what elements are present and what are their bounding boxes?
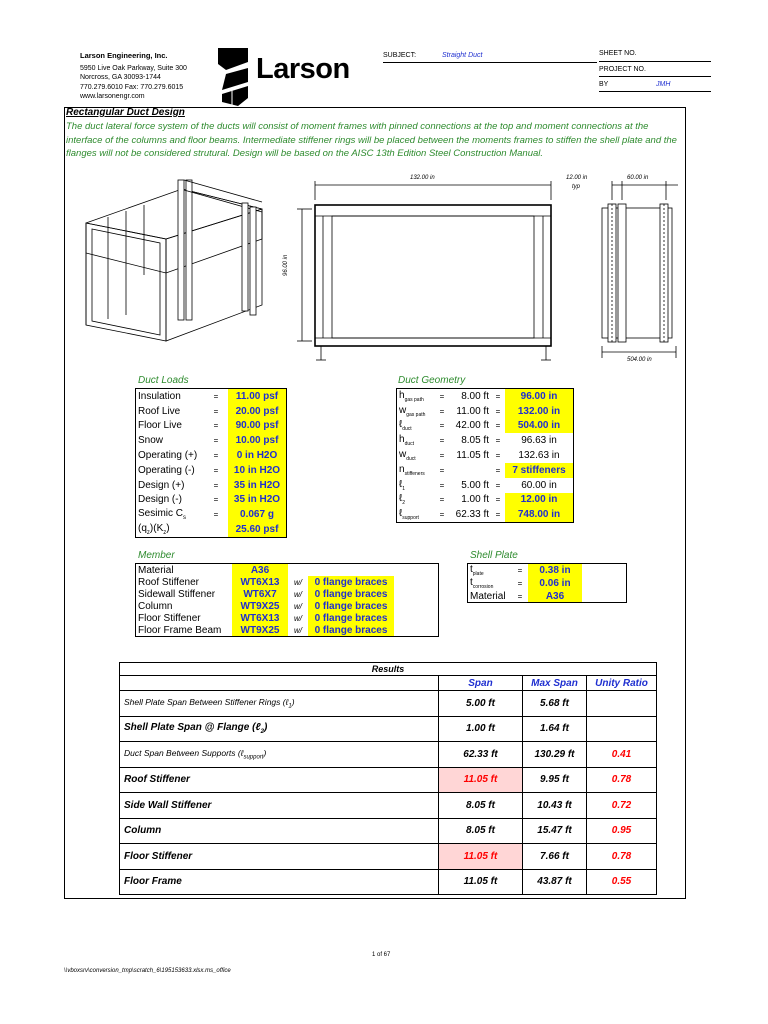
company-web: www.larsonengr.com: [80, 93, 145, 100]
results-row: [120, 767, 657, 793]
load-label: (q: [138, 523, 147, 535]
load-label: Roof Live: [138, 405, 181, 417]
geometry-symbol-sub: duct: [406, 456, 416, 463]
load-label: Snow: [138, 435, 164, 447]
geometry-symbol-sub: 2: [402, 500, 406, 507]
member-label: Sidewall Stiffener: [138, 588, 216, 600]
load-eq: =: [213, 480, 219, 490]
result-span: 8.05 ft: [466, 825, 495, 837]
geometry-eq: =: [439, 436, 445, 446]
result-span: 11.05 ft: [463, 850, 498, 862]
company-address-2: Norcross, GA 30093-1744: [80, 74, 161, 81]
geometry-value-ft: 1.00 ft: [461, 494, 489, 506]
sheet-underline: [599, 61, 711, 62]
geometry-symbol: h: [399, 434, 405, 446]
member-row: [136, 612, 439, 624]
load-eq: =: [213, 510, 219, 520]
result-label-tail: ): [263, 747, 267, 758]
col-span-header: Span: [439, 676, 523, 691]
geometry-eq: =: [495, 510, 501, 520]
subject-label: SUBJECT:: [383, 52, 417, 59]
load-row: [136, 463, 287, 478]
load-label-part: )(K: [149, 523, 164, 535]
geometry-symbol-sub: support: [402, 515, 419, 522]
company-phone: 770.279.6010 Fax: 770.279.6015: [80, 83, 184, 91]
section-title: Rectangular Duct Design: [66, 107, 185, 118]
load-row: [136, 419, 287, 434]
result-max-span: 130.29 ft: [534, 748, 575, 760]
member-section: WT6X7: [243, 588, 277, 600]
member-braces: 0 flange braces: [314, 600, 388, 612]
result-label: Roof Stiffener: [124, 774, 190, 786]
shell-value: A36: [545, 590, 565, 602]
result-unity-ratio: 0.78: [611, 774, 632, 786]
load-row: [136, 478, 287, 493]
geometry-value-in: 132.00 in: [517, 405, 561, 417]
by-underline: [599, 91, 711, 92]
result-max-span: 10.43 ft: [537, 799, 572, 811]
geometry-value-ft: 42.00 ft: [455, 420, 489, 432]
member-braces: 0 flange braces: [314, 624, 388, 636]
geometry-eq: =: [495, 495, 501, 505]
result-label: Shell Plate Span @ Flange (ℓ: [124, 722, 261, 734]
member-table: [135, 563, 439, 637]
result-label-tail: ): [291, 696, 295, 707]
dim-height-label: 96.00 in: [283, 254, 289, 276]
duct-isometric-drawing: [82, 175, 274, 350]
load-row: [136, 433, 287, 448]
shell-plate-table: [467, 563, 627, 603]
result-label: Floor Frame: [124, 876, 182, 888]
member-braces: 0 flange braces: [314, 612, 388, 624]
result-span: 62.33 ft: [463, 748, 498, 760]
shell-value: 0.38 in: [539, 565, 571, 576]
member-with: w/: [294, 613, 302, 623]
sheet-no-label: SHEET NO.: [599, 50, 637, 57]
member-with: w/: [294, 577, 302, 587]
geometry-eq: =: [439, 465, 445, 475]
geometry-row: [397, 493, 574, 508]
duct-side-drawing: [590, 180, 682, 365]
geometry-symbol: n: [399, 463, 405, 475]
member-braces: 0 flange braces: [314, 576, 388, 588]
load-row: [136, 389, 287, 404]
load-value: 0.067 g: [240, 509, 274, 521]
shell-symbol-sub: corrosion: [472, 584, 494, 590]
result-unity-ratio: 0.95: [611, 825, 632, 837]
member-row: [136, 588, 439, 600]
load-eq: =: [213, 421, 219, 431]
shell-eq: =: [517, 566, 523, 575]
duct-loads-table: [135, 388, 287, 538]
geometry-symbol: ℓ: [399, 419, 403, 431]
load-row: [136, 448, 287, 463]
geometry-row: [397, 478, 574, 493]
geometry-symbol-sub: gas path: [406, 411, 426, 418]
member-row: [136, 576, 439, 588]
result-span: 1.00 ft: [466, 723, 495, 735]
dim-width-label: 132.00 in: [410, 175, 435, 181]
result-label: Side Wall Stiffener: [124, 799, 212, 811]
project-no-label: PROJECT NO.: [599, 66, 646, 73]
duct-elevation-drawing: [286, 180, 570, 370]
load-eq: =: [213, 406, 219, 416]
load-label-sub: z: [163, 530, 167, 537]
duct-geometry-table: [396, 388, 574, 523]
load-eq: =: [213, 436, 219, 446]
geometry-symbol: w: [399, 449, 407, 461]
shell-eq: =: [517, 579, 523, 588]
load-value: 20.00 psf: [235, 405, 279, 417]
geometry-eq: =: [495, 391, 501, 401]
geometry-value-ft: 5.00 ft: [461, 479, 489, 491]
geometry-value-ft: 11.05 ft: [456, 450, 489, 462]
load-label: Sesimic C: [138, 508, 184, 520]
member-label: Floor Frame Beam: [138, 624, 222, 636]
load-value: 35 in H2O: [233, 494, 281, 506]
geometry-symbol: ℓ: [399, 478, 403, 490]
geometry-value-in: 96.00 in: [520, 390, 558, 402]
result-span: 8.05 ft: [466, 799, 495, 811]
geometry-row: [397, 433, 574, 448]
geometry-symbol: ℓ: [399, 493, 403, 505]
duct-loads-title: Duct Loads: [138, 375, 189, 386]
geometry-row: [397, 463, 574, 478]
results-row: [120, 844, 657, 870]
result-label: Shell Plate Span Between Stiffener Rings (ℓ: [124, 696, 289, 707]
shell-value: 0.06 in: [539, 578, 571, 589]
geometry-value-in: 12.00 in: [520, 494, 558, 506]
load-eq: =: [213, 465, 219, 475]
results-row: [120, 793, 657, 819]
load-value: 10.00 psf: [235, 435, 279, 447]
shell-row: [468, 564, 627, 578]
load-eq: =: [213, 451, 219, 461]
result-max-span: 43.87 ft: [537, 876, 572, 888]
result-label-tail: ): [263, 722, 268, 734]
company-block: [80, 51, 187, 102]
dim-typ-label: typ: [572, 184, 581, 190]
geometry-eq: =: [495, 436, 501, 446]
load-label: Insulation: [138, 390, 181, 402]
shell-symbol: Material: [470, 590, 506, 602]
geometry-symbol-sub: gas path: [404, 396, 424, 403]
geometry-value-ft: 8.00 ft: [461, 390, 489, 402]
result-max-span: 7.66 ft: [540, 850, 569, 862]
load-value: 35 in H2O: [233, 479, 281, 491]
dim-panel-label: 60.00 in: [627, 175, 649, 181]
dim-length-label: 504.00 in: [627, 357, 652, 363]
load-eq: =: [213, 391, 219, 401]
result-span: 11.05 ft: [463, 774, 498, 786]
geometry-value-in: 60.00 in: [521, 479, 557, 491]
geometry-eq: =: [495, 406, 501, 416]
results-row: [120, 742, 657, 768]
shell-row: [468, 590, 627, 603]
col-unity-header: Unity Ratio: [587, 676, 657, 691]
results-table: [119, 662, 657, 895]
by-value: JMH: [656, 81, 671, 88]
load-row: [136, 507, 287, 522]
geometry-eq: =: [495, 480, 501, 490]
member-section: WT9X25: [240, 600, 280, 612]
load-label: Floor Live: [138, 420, 182, 432]
result-label-sub: 2: [260, 729, 264, 736]
larson-logo-text: Larson: [256, 53, 350, 85]
load-eq: =: [213, 495, 219, 505]
member-with: w/: [294, 625, 302, 635]
geometry-row: [397, 404, 574, 419]
geometry-eq: =: [495, 451, 501, 461]
subject-underline: [383, 62, 597, 63]
load-label-sub: s: [183, 515, 187, 522]
load-label-part: ): [166, 523, 170, 535]
result-span: 5.00 ft: [466, 697, 495, 709]
member-with: w/: [294, 601, 302, 611]
member-section: WT6X13: [240, 576, 280, 588]
result-max-span: 1.64 ft: [540, 723, 569, 735]
geometry-value-in: 132.63 in: [518, 450, 560, 462]
member-section: WT6X13: [240, 612, 280, 624]
shell-symbol: t: [470, 577, 473, 588]
shell-eq: =: [517, 591, 523, 601]
larson-logo-mark: [218, 48, 252, 106]
shell-plate-title: Shell Plate: [470, 550, 518, 561]
load-row: [136, 522, 287, 537]
result-max-span: 5.68 ft: [540, 697, 569, 709]
load-label-sub: z: [146, 530, 150, 537]
results-row: [120, 716, 657, 742]
project-underline: [599, 76, 711, 77]
member-row: [136, 600, 439, 612]
member-label: Column: [138, 600, 173, 612]
member-title: Member: [138, 550, 175, 561]
geometry-row: [397, 419, 574, 434]
member-row: [136, 564, 439, 577]
geometry-row: [397, 389, 574, 404]
duct-geometry-title: Duct Geometry: [398, 375, 466, 386]
load-value: 0 in H2O: [236, 450, 278, 462]
geometry-value-ft: 62.33 ft: [455, 509, 489, 521]
results-row: [120, 869, 657, 895]
geometry-symbol-sub: 1: [402, 485, 406, 492]
geometry-value-in: 96.63 in: [521, 435, 557, 447]
geometry-eq: =: [439, 495, 445, 505]
geometry-value-ft: 8.05 ft: [461, 435, 489, 447]
intro-text: The duct lateral force system of the ducts will consist of moment frames with pinned connections at the top and moment connections at the interface of the columns and floor beams. Intermediate stiffener rings will be placed between the moments frames to stiffen the shell plate and the flanges will not be considered strutural. Design will be based on the AISC 13th Edition Steel Construction Manual.: [66, 121, 677, 159]
load-label: Operating (+): [138, 450, 198, 462]
member-label: Material: [138, 564, 174, 576]
member-section: A36: [250, 564, 270, 576]
geometry-value-ft: 11.00 ft: [456, 405, 489, 417]
geometry-row: [397, 448, 574, 463]
company-name: Larson Engineering, Inc.: [80, 51, 168, 60]
geometry-symbol-sub: stiffeners: [404, 470, 425, 477]
geometry-eq: =: [439, 406, 445, 416]
result-label: Floor Stiffener: [124, 850, 193, 862]
file-path: \\vboxsrv\conversion_tmp\scratch_6\195153633.xlsx.ms_office: [64, 968, 231, 974]
member-with: w/: [294, 589, 302, 599]
shell-row: [468, 577, 627, 590]
load-label: Design (-): [138, 494, 182, 506]
member-label: Roof Stiffener: [138, 576, 199, 588]
load-value: 10 in H2O: [233, 464, 281, 476]
page-number: 1 of 67: [372, 952, 391, 958]
geometry-eq: =: [439, 451, 445, 461]
result-label-sub: support: [243, 754, 264, 761]
member-label: Floor Stiffener: [138, 612, 201, 624]
by-label: BY: [599, 81, 609, 88]
load-label: Design (+): [138, 479, 185, 491]
results-row: [120, 818, 657, 844]
geometry-eq: =: [439, 510, 445, 520]
geometry-eq: =: [439, 391, 445, 401]
result-max-span: 9.95 ft: [540, 774, 569, 786]
load-row: [136, 493, 287, 508]
member-row: [136, 624, 439, 637]
result-unity-ratio: 0.41: [611, 748, 632, 760]
member-section: WT9X25: [240, 624, 280, 636]
subject-value: Straight Duct: [442, 52, 483, 59]
result-unity-ratio: 0.72: [611, 799, 632, 811]
result-label: Duct Span Between Supports (ℓ: [124, 747, 244, 758]
result-max-span: 15.47 ft: [537, 825, 572, 837]
results-title: Results: [120, 663, 657, 676]
geometry-eq: =: [439, 480, 445, 490]
results-row: [120, 691, 657, 717]
shell-symbol: t: [470, 564, 473, 575]
load-row: [136, 404, 287, 419]
member-braces: 0 flange braces: [314, 588, 388, 600]
geometry-symbol-sub: duct: [404, 441, 415, 448]
load-value: 25.60 psf: [235, 524, 279, 536]
load-value: 11.00 psf: [235, 390, 279, 402]
geometry-value-in: 504.00 in: [517, 420, 561, 432]
geometry-eq: =: [495, 421, 501, 431]
geometry-eq: =: [439, 421, 445, 431]
geometry-eq: =: [495, 465, 501, 475]
result-label-sub: 1: [288, 703, 292, 710]
shell-symbol-sub: plate: [472, 571, 484, 577]
result-span: 11.05 ft: [463, 876, 498, 888]
result-label: Column: [124, 825, 162, 837]
load-label: Operating (-): [138, 464, 195, 476]
geometry-symbol: w: [399, 404, 407, 416]
result-unity-ratio: 0.55: [611, 876, 632, 888]
load-value: 90.00 psf: [235, 420, 279, 432]
company-address-1: 5950 Live Oak Parkway, Suite 300: [80, 64, 187, 72]
geometry-symbol: ℓ: [399, 508, 403, 520]
geometry-value-in: 7 stiffeners: [512, 464, 566, 476]
geometry-value-in: 748.00 in: [517, 509, 561, 521]
geometry-row: [397, 507, 574, 522]
geometry-symbol-sub: duct: [402, 426, 412, 433]
result-unity-ratio: 0.78: [611, 850, 632, 862]
col-max-span-header: Max Span: [523, 676, 587, 691]
dim-spacing-label: 12.00 in: [566, 175, 588, 181]
geometry-symbol: h: [399, 389, 405, 401]
